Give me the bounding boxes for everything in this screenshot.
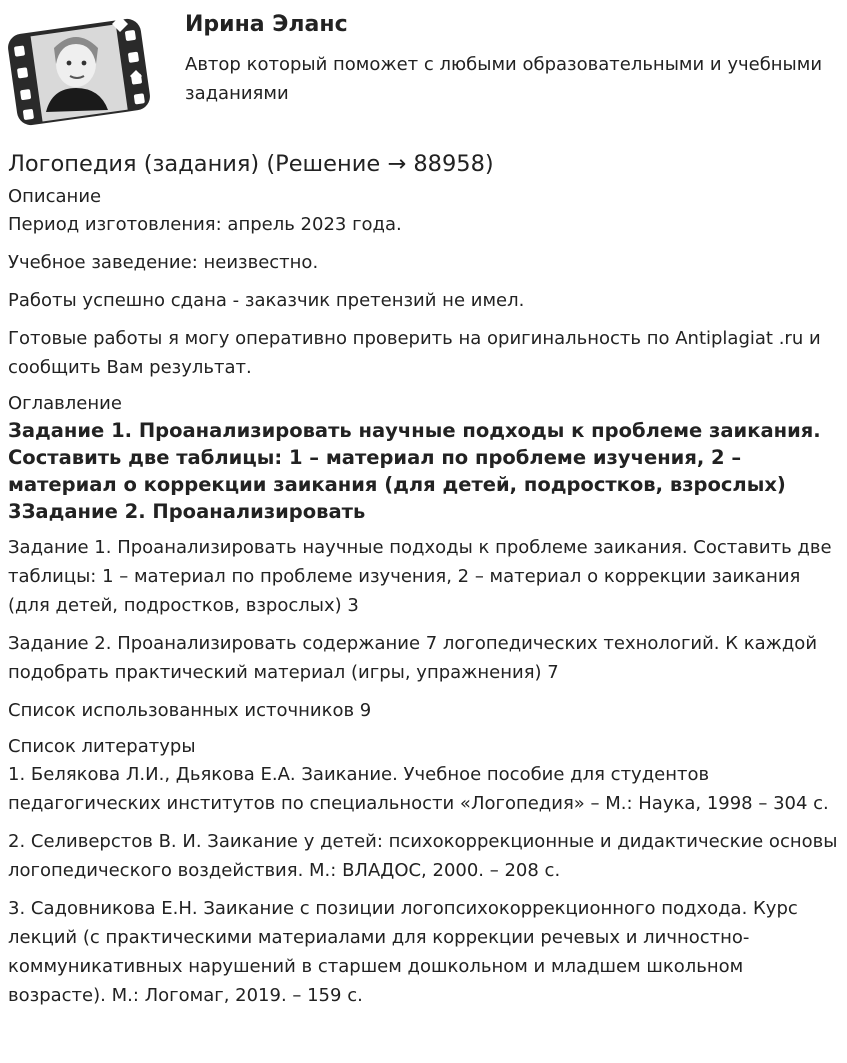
author-avatar	[8, 8, 150, 128]
toc-item: Список использованных источников 9	[8, 700, 372, 721]
description-paragraph: Период изготовления: апрель 2023 года.	[8, 214, 402, 235]
toc-bold-preview: Задание 1. Проанализировать научные подходы к проблеме заикания. Составить две таблицы: 1 – материал по проблеме изучения, 2 – материал о коррекции заикания (для детей, подростков, взрослых) 3Задание 2. Проанализировать	[8, 419, 821, 523]
author-description: Автор который поможет с любыми образовательными и учебными заданиями	[185, 54, 823, 104]
toc-item: Задание 1. Проанализировать научные подходы к проблеме заикания. Составить две таблицы: 1 – материал по проблеме изучения, 2 – материал о коррекции заикания (для детей, подростков, взрослых) 3	[8, 537, 832, 616]
document-content	[8, 148, 840, 1019]
author-name: Ирина Эланс	[185, 12, 348, 37]
literature-item: 3. Садовникова Е.Н. Заикание с позиции логопсихокоррекционного подхода. Курс лекций (с практическими материалами для коррекции речевых и личностно-коммуникативных нарушений в старшем дошкольном и младшем школьном возрасте). М.: Логомаг, 2019. – 159 с.	[8, 898, 798, 1006]
toc-label: Оглавление	[8, 393, 122, 414]
literature-item: 2. Селиверстов В. И. Заикание у детей: психокоррекционные и дидактические основы логопедического воздействия. М.: ВЛАДОС, 2000. – 208 с.	[8, 831, 838, 881]
document-title: Логопедия (задания) (Решение → 88958)	[8, 151, 494, 177]
toc-item: Задание 2. Проанализировать содержание 7 логопедических технологий. К каждой подобрать практический материал (игры, упражнения) 7	[8, 633, 818, 683]
literature-label: Список литературы	[8, 736, 196, 757]
author-header	[0, 0, 847, 140]
literature-item: 1. Белякова Л.И., Дьякова Е.А. Заикание. Учебное пособие для студентов педагогических институтов по специальности «Логопедия» – М.: Наука, 1998 – 304 с.	[8, 764, 829, 814]
description-paragraph: Работы успешно сдана - заказчик претензий не имел.	[8, 290, 525, 311]
description-paragraph: Готовые работы я могу оперативно проверить на оригинальность по Antiplagiat .ru и сообщить Вам результат.	[8, 328, 821, 378]
description-paragraph: Учебное заведение: неизвестно.	[8, 252, 319, 273]
description-label: Описание	[8, 186, 102, 207]
